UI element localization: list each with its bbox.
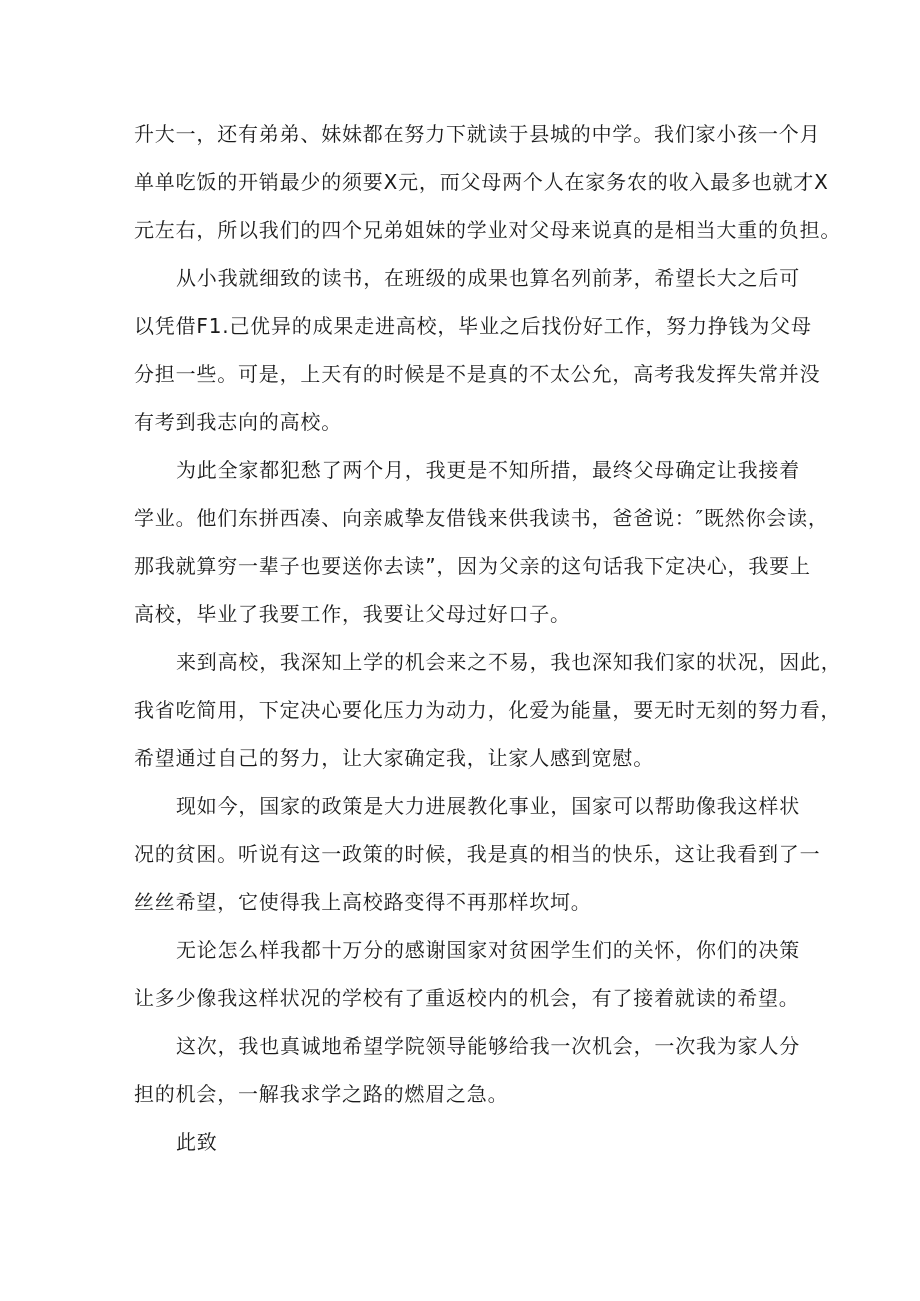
text-line: 从小我就细致的读书，在班级的成果也算名列前茅，希望长大之后可 bbox=[176, 266, 800, 290]
paragraph-2 bbox=[134, 254, 821, 446]
paragraph-3 bbox=[134, 446, 829, 638]
text-line: 况的贫困。听说有这一政策的时候，我是真的相当的快乐，这让我看到了一 bbox=[134, 842, 821, 866]
text-line: 这次，我也真诚地希望学院领导能够给我一次机会，一次我为家人分 bbox=[176, 1034, 800, 1058]
text-line: 来到高校，我深知上学的机会来之不易，我也深知我们家的状况，因此， bbox=[176, 650, 842, 674]
closing-salutation bbox=[134, 1118, 806, 1166]
closing-text: 此致 bbox=[176, 1130, 218, 1154]
paragraph-6 bbox=[134, 926, 806, 1022]
text-line: 无论怎么样我都十万分的感谢国家对贫困学生们的关怀，你们的决策 bbox=[176, 938, 800, 962]
text-line: 希望通过自己的努力，让大家确定我，让家人感到宽慰。 bbox=[134, 746, 654, 770]
paragraph-7 bbox=[134, 1022, 806, 1118]
text-line: 为此全家都犯愁了两个月，我更是不知所措，最终父母确定让我接着 bbox=[176, 458, 800, 482]
text-line: 分担一些。可是，上天有的时候是不是真的不太公允，高考我发挥失常并没 bbox=[134, 362, 821, 386]
text-line: 单单吃饭的开销最少的须要X元，而父母两个人在家务农的收入最多也就才X bbox=[134, 170, 829, 194]
text-line: 升大一，还有弟弟、妹妹都在努力下就读于县城的中学。我们家小孩一个月 bbox=[134, 122, 821, 146]
paragraph-5 bbox=[134, 782, 821, 926]
text-line: 让多少像我这样状况的学校有了重返校内的机会，有了接着就读的希望。 bbox=[134, 986, 800, 1010]
text-line: 元左右，所以我们的四个兄弟姐妹的学业对父母来说真的是相当大重的负担。 bbox=[134, 218, 842, 242]
text-line: 担的机会，一解我求学之路的燃眉之急。 bbox=[134, 1082, 509, 1106]
paragraph-1 bbox=[134, 110, 842, 254]
text-line: 我省吃简用，下定决心要化压力为动力，化爱为能量，要无时无刻的努力看， bbox=[134, 698, 842, 722]
text-line: 现如今，国家的政策是大力进展教化事业，国家可以帮助像我这样状 bbox=[176, 794, 800, 818]
text-line: 有考到我志向的高校。 bbox=[134, 410, 342, 434]
text-line: 学业。他们东拼西凑、向亲戚挚友借钱来供我读书，爸爸说：″既然你会读， bbox=[134, 506, 829, 530]
letter-body bbox=[134, 110, 842, 1166]
paragraph-4 bbox=[134, 638, 842, 782]
text-line: 丝丝希望，它使得我上高校路变得不再那样坎坷。 bbox=[134, 890, 592, 914]
text-line: 那我就算穷一辈子也要送你去读”，因为父亲的这句话我下定决心，我要上 bbox=[134, 554, 811, 578]
text-line: 高校，毕业了我要工作，我要让父母过好口子。 bbox=[134, 602, 571, 626]
text-line: 以凭借F1.己优异的成果走进高校，毕业之后找份好工作，努力挣钱为父母 bbox=[134, 314, 812, 338]
